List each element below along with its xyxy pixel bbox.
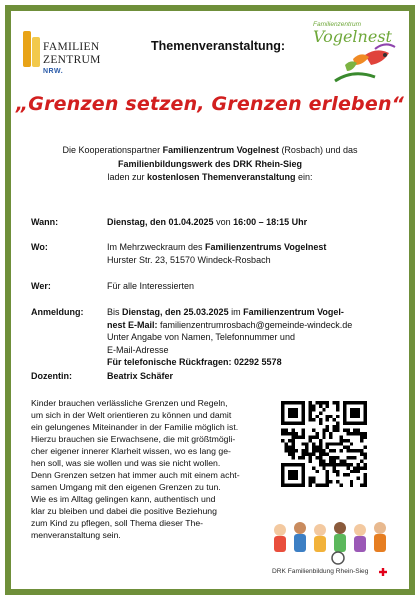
red-cross-icon xyxy=(379,568,387,576)
value-lecturer: Beatrix Schäfer xyxy=(107,371,174,381)
label-when: Wann: xyxy=(31,217,59,227)
vogelnest-logo-name: Vogelnest xyxy=(313,27,392,46)
vogelnest-logo xyxy=(305,19,401,91)
description-text: Kinder brauchen verlässliche Grenzen und Regeln, um sich in der Welt orientieren zu können und damit ein gelungenes Miteinander in der Familie möglich ist. Hierzu brauchen sie Erwachsene, die mit größtmögli- cher eigener innerer Klarheit wissen, wo es lang ge- hen soll, was sie wollen und was sie nicht wollen. Denn Grenzen setzen hat immer auch mit einem acht- samen Umgang mit den eigenen Grenzen zu tun. Wie es im Alltag gelingen kann, authentisch und klar zu bleiben und dabei die positive Beziehung zum Kind zu pflegen, soll Thema dieser The- menveranstaltung sein. xyxy=(31,398,240,540)
value-when: Dienstag, den 01.04.2025 von 16:00 – 18:15 Uhr xyxy=(107,217,308,227)
registration-email: familienzentrumrosbach@gemeinde-windeck.de xyxy=(157,319,353,330)
value-who: Für alle Interessierten xyxy=(107,281,195,291)
drk-caption: DRK Familienbildung Rhein-Sieg xyxy=(272,568,369,575)
label-where: Wo: xyxy=(31,242,48,252)
label-lecturer: Dozentin: xyxy=(31,371,72,381)
bird-nest-icon xyxy=(305,19,401,91)
vogelnest-logo-small-text: Familienzentrum xyxy=(313,21,362,28)
label-who: Wer: xyxy=(31,281,51,291)
logo-text-line1: FAMILIEN xyxy=(43,41,100,53)
qr-code[interactable] xyxy=(281,401,367,487)
label-registration: Anmeldung: xyxy=(31,307,84,317)
value-where: Im Mehrzweckraum des Familienzentrums Vogelnest Hurster Str. 23, 51570 Windeck-Rosbach xyxy=(107,242,327,265)
event-type-title: Themenveranstaltung: xyxy=(151,39,286,53)
headline: „Grenzen setzen, Grenzen erleben“ xyxy=(15,93,405,115)
familienzentrum-nrw-logo xyxy=(21,31,105,83)
logo-text-line3: NRW. xyxy=(43,68,64,75)
phone-info: Für telefonische Rückfragen: 02292 5578 xyxy=(107,357,282,367)
children-illustration-icon xyxy=(266,516,396,566)
logo-text-line2: ZENTRUM xyxy=(43,54,101,66)
poster xyxy=(11,11,409,589)
poster-frame xyxy=(5,5,415,595)
drk-logo xyxy=(266,516,396,586)
value-registration: Bis Dienstag, den 25.03.2025 im Familienzentrum Vogel- nest E-Mail: familienzentrumrosbach@gemeinde-windeck.de Unter Angabe von Namen, Telefonnummer und E-Mail-Adresse Für telefonische Rückfragen: 02292 5578 xyxy=(107,307,353,367)
logo-mark-icon xyxy=(21,31,43,71)
intro-text: Die Kooperationspartner Familienzentrum Vogelnest (Rosbach) und das Familienbildungswerk des DRK Rhein-Sieg laden zur kostenlosen Themenveranstaltung ein: xyxy=(62,145,358,182)
